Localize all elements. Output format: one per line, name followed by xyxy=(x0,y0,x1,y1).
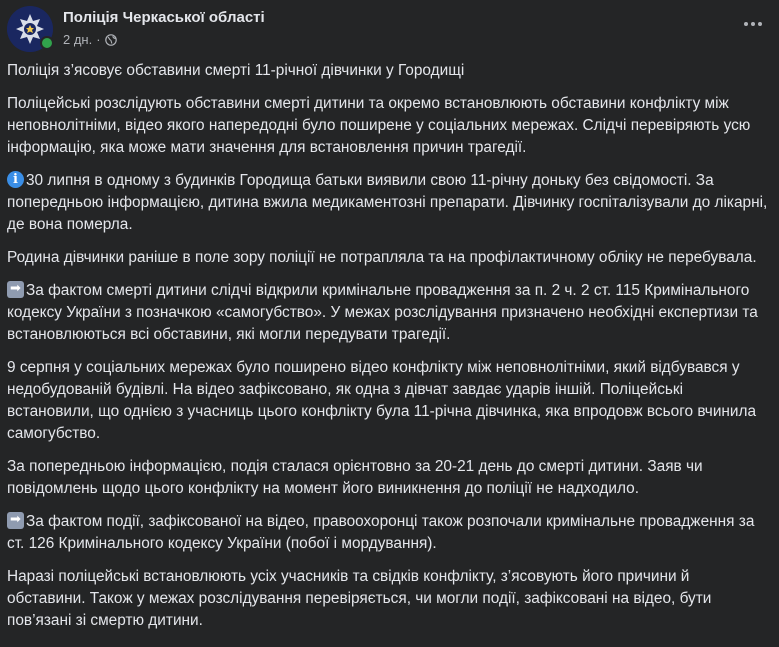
post-paragraph: 9 серпня у соціальних мережах було поширено відео конфлікту між неповнолітніми, який відбувався у недобудованій будівлі. На відео зафіксовано, як одна з дівчат завдає ударів іншій. Поліцейські встановили, що однією з учасниць цього конфлікту була 11-річна дівчинка, яка впродовж всього вчинила самогубство. xyxy=(7,359,757,442)
post-paragraph-text: 30 липня в одному з будинків Городища батьки виявили свою 11-річну доньку без свідомості. За попередньою інформацією, дитина вжила медикаментозні препарати. Дівчинку госпіталізували до лікарні, де вона померла. xyxy=(7,172,768,233)
post-paragraph-text: За фактом події, зафіксованої на відео, правоохоронці також розпочали кримінальне провадження за ст. 126 Кримінального кодексу України (побої і мордування). xyxy=(7,513,755,552)
arrow-right-emoji-icon xyxy=(7,281,24,298)
post-paragraph: Родина дівчинки раніше в поле зору поліції не потрапляла та на профілактичному обліку не перебувала. xyxy=(7,249,757,266)
more-options-button[interactable] xyxy=(741,14,765,34)
online-status-dot xyxy=(40,36,54,50)
more-options-icon xyxy=(744,22,748,26)
post-paragraph xyxy=(7,280,772,346)
more-options-icon-dot xyxy=(758,22,762,26)
post-timestamp-link[interactable]: 2 дн. xyxy=(63,32,93,47)
arrow-right-emoji-icon xyxy=(7,512,24,529)
post-paragraph xyxy=(7,170,772,236)
info-emoji-icon xyxy=(7,171,24,188)
post-header xyxy=(0,0,779,58)
page-avatar[interactable] xyxy=(7,6,53,52)
post-paragraph xyxy=(7,511,772,555)
post-paragraph: Поліцейські розслідують обставини смерті дитини та окремо встановлюють обставини конфлікту між неповнолітніми, відео якого напередодні було поширене у соціальних мережах. Слідчі перевіряють усю інформацію, яка може мати значення для встановлення причин трагедії. xyxy=(7,95,751,156)
more-options-icon-dot xyxy=(751,22,755,26)
post-paragraph-text: За фактом смерті дитини слідчі відкрили кримінальне провадження за п. 2 ч. 2 ст. 115 Кримінального кодексу України з позначкою «самогубство». У межах розслідування призначено необхідні експертизи та встановлюються всі обставини, які могли передувати трагедії. xyxy=(7,282,758,343)
post-paragraph: Наразі поліцейські встановлюють усіх учасників та свідків конфлікту, з’ясовують його причини й обставини. Також у межах розслідування перевіряється, чи могли події, зафіксовані на відео, бути пов’язані зі смертю дитини. xyxy=(7,568,712,629)
post-meta xyxy=(63,32,117,47)
meta-separator: · xyxy=(96,32,101,47)
page-name-link[interactable]: Поліція Черкаської області xyxy=(63,9,265,26)
globe-icon[interactable] xyxy=(105,34,117,46)
post-text xyxy=(7,60,772,643)
post-paragraph: За попередньою інформацією, подія сталася орієнтовно за 20-21 день до смерті дитини. Заяв чи повідомлень щодо цього конфлікту на момент його виникнення до поліції не надходило. xyxy=(7,458,703,497)
post-title: Поліція з’ясовує обставини смерті 11-річної дівчинки у Городищі xyxy=(7,62,465,79)
